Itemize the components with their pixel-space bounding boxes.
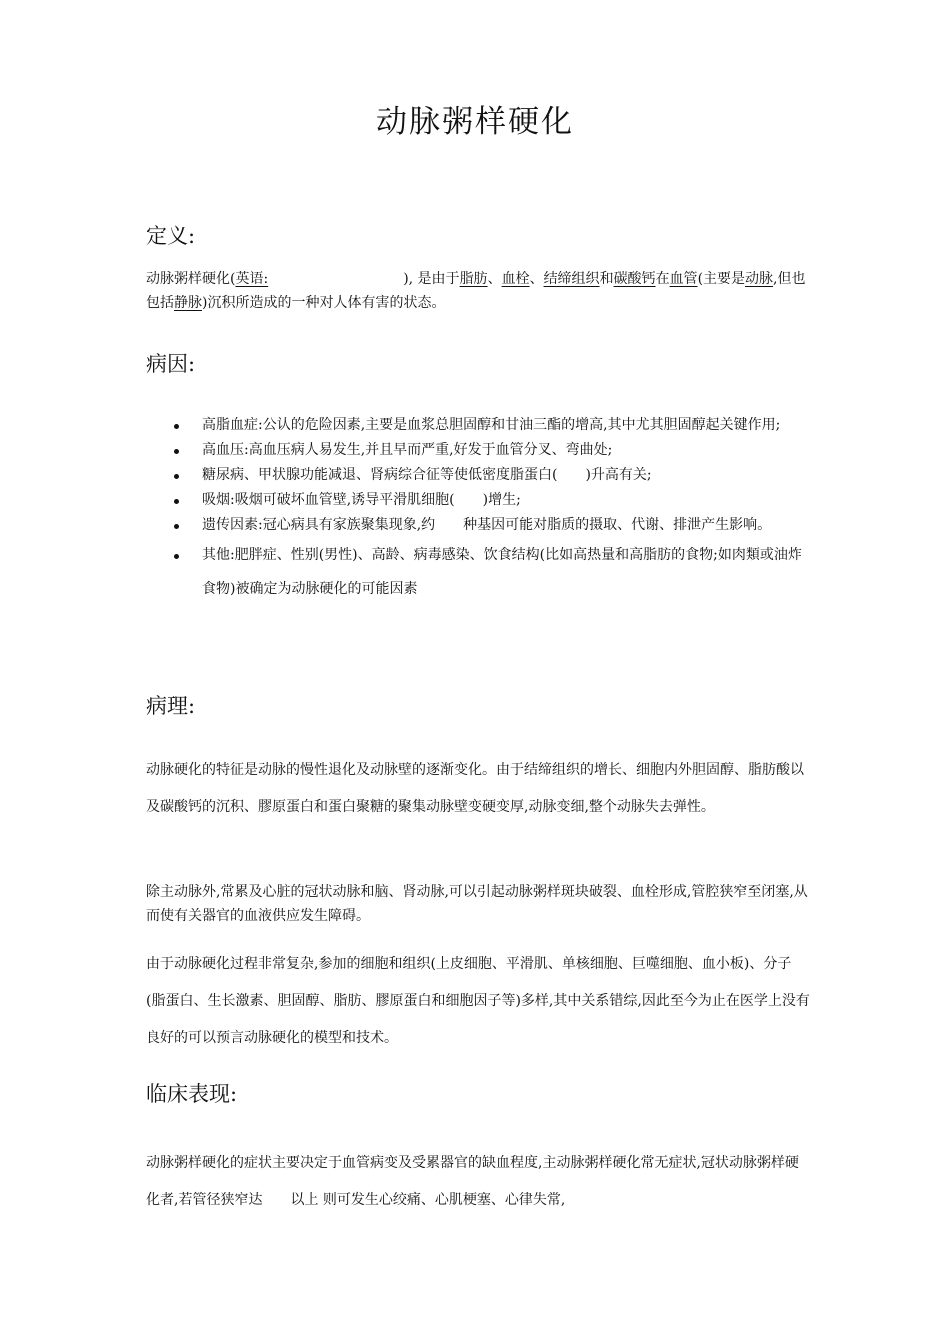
definition-paragraph [146, 267, 810, 315]
clinical-heading: 临床表现: [146, 1082, 238, 1106]
list-item: 其他:肥胖症、性别(男性)、高龄、病毒感染、饮食结构(比如高热量和高脂肪的食物;如肉類或油炸食物)被确定为动脉硬化的可能因素 [146, 538, 810, 606]
link-thrombus[interactable]: 血栓 [501, 271, 530, 287]
etiology-list [146, 413, 810, 606]
document-title: 动脉粥样硬化 [376, 104, 574, 140]
definition-text: 、 [487, 271, 502, 287]
definition-text: 、 [529, 271, 544, 287]
pathology-paragraph-2: 除主动脉外,常累及心脏的冠状动脉和脑、肾动脉,可以引起动脉粥样斑块破裂、血栓形成,管腔狭窄至闭塞,从而使有关器官的血液供应发生障碍。 [146, 884, 808, 924]
etiology-heading: 病因: [146, 352, 196, 376]
definition-heading: 定义: [146, 224, 196, 248]
definition-text: 在 [655, 271, 670, 287]
link-english[interactable]: 英语: [235, 271, 269, 287]
link-fat[interactable]: 脂肪 [459, 271, 488, 287]
definition-text: (主要是 [697, 271, 746, 287]
list-item: 高血压:高血压病人易发生,并且早而严重,好发于血管分叉、弯曲处; [146, 438, 810, 463]
link-artery[interactable]: 动脉 [745, 271, 774, 287]
list-item: 遗传因素:冠心病具有家族聚集现象,约 种基因可能对脂质的摄取、代谢、排泄产生影响。 [146, 513, 810, 538]
list-item: 糖尿病、甲状腺功能减退、肾病综合征等使低密度脂蛋白( )升高有关; [146, 463, 810, 488]
pathology-paragraph-1: 动脉硬化的特征是动脉的慢性退化及动脉壁的逐渐变化。由于结缔组织的增长、细胞内外胆固醇、脂肪酸以及碳酸钙的沉积、膠原蛋白和蛋白聚糖的聚集动脉壁变硬变厚,动脉变细,整个动脉失去弹性。 [146, 762, 804, 815]
definition-text: ,但也包括 [146, 271, 806, 311]
link-connective-tissue[interactable]: 结缔组织 [543, 271, 600, 287]
definition-text: ), 是由于 [403, 271, 460, 287]
link-blood-vessel[interactable]: 血管 [669, 271, 698, 287]
clinical-paragraph-1: 动脉粥样硬化的症状主要决定于血管病变及受累器官的缺血程度,主动脉粥样硬化常无症状,冠状动脉粥样硬化者,若管径狭窄达 以上 则可发生心绞痛、心肌梗塞、心律失常, [146, 1155, 799, 1208]
definition-text: 和 [599, 271, 614, 287]
definition-text: 动脉粥样硬化( [146, 271, 236, 287]
list-item: 吸烟:吸烟可破坏血管壁,诱导平滑肌细胞( )增生; [146, 488, 810, 513]
list-item: 高脂血症:公认的危险因素,主要是血浆总胆固醇和甘油三酯的增高,其中尤其胆固醇起关键作用; [146, 413, 810, 438]
pathology-paragraph-3: 由于动脉硬化过程非常复杂,参加的细胞和组织(上皮细胞、平滑肌、单核细胞、巨噬细胞、血小板)、分子(脂蛋白、生长激素、胆固醇、脂肪、膠原蛋白和细胞因子等)多样,其中关系错综,因此至今为止在医学上没有良好的可以预言动脉硬化的模型和技术。 [146, 956, 810, 1046]
definition-text: )沉积所造成的一种对人体有害的状态。 [202, 295, 446, 311]
pathology-heading: 病理: [146, 694, 196, 718]
link-calcium-carbonate[interactable]: 碳酸钙 [613, 271, 656, 287]
link-vein[interactable]: 静脉 [174, 295, 202, 311]
